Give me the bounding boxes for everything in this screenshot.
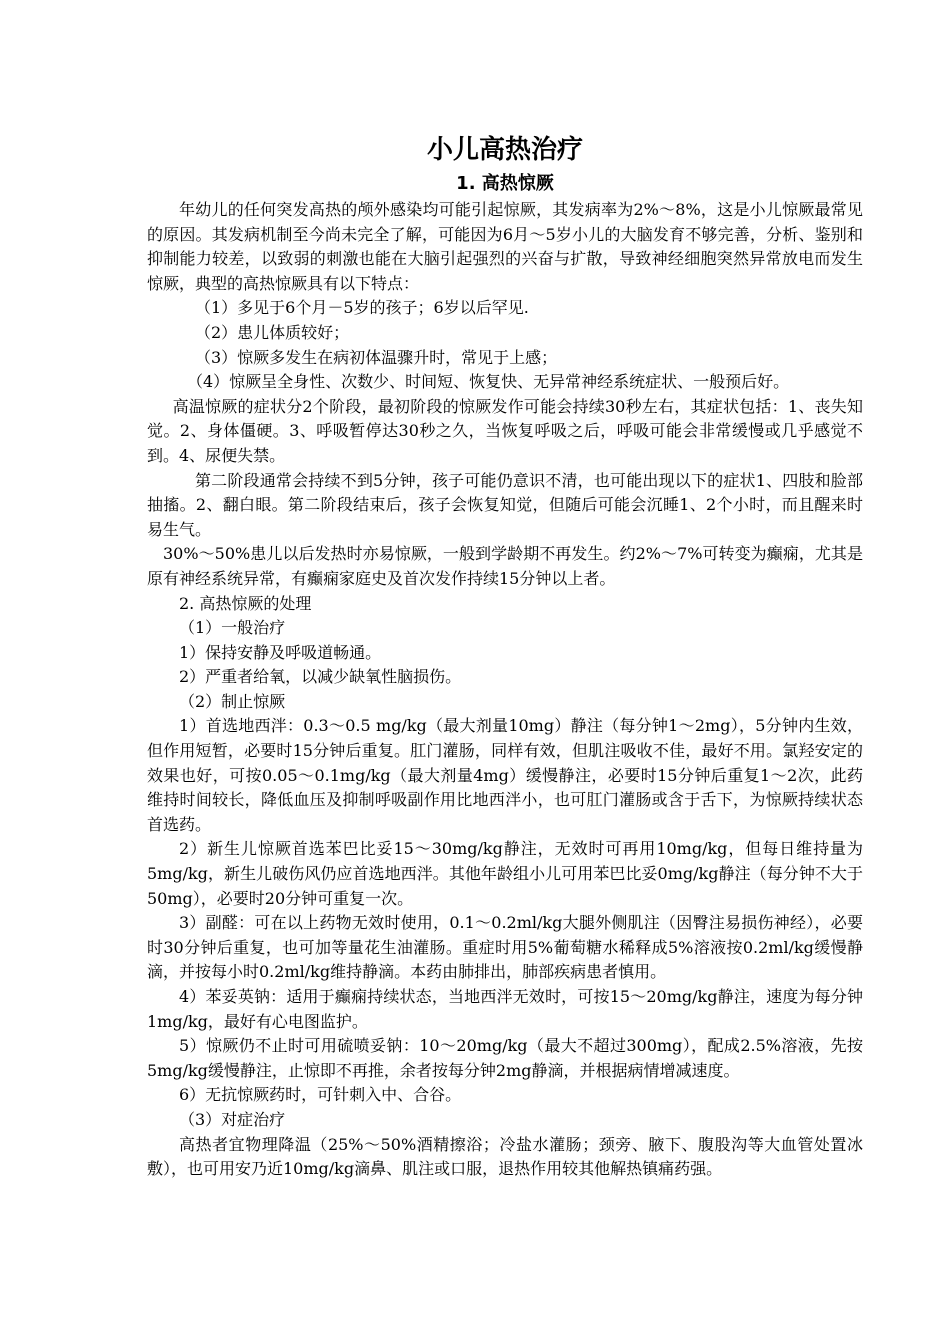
document-body	[147, 130, 863, 1182]
paragraph-intro: 年幼儿的任何突发高热的颅外感染均可能引起惊厥，其发病率为2%～8%，这是小儿惊厥最常见的原因。其发病机制至今尚未完全了解，可能因为6月～5岁小儿的大脑发育不够完善，分析、鉴别和抑制能力较差，以致弱的刺激也能在大脑引起强烈的兴奋与扩散，导致神经细胞突然异常放电而发生惊厥，典型的高热惊厥具有以下特点：	[147, 200, 863, 293]
paragraph-drug-phenobarbital: 2）新生儿惊厥首选苯巴比妥15～30mg/kg静注，无效时可再用10mg/kg，但每日维持量为5mg/kg，新生儿破伤风仍应首选地西泮。其他年龄组小儿可用苯巴比妥0mg/kg静注（每分钟不大于50mg），必要时20分钟可重复一次。	[147, 839, 863, 908]
subheading-stop-convulsion: （2）制止惊厥	[179, 691, 286, 711]
paragraph-feature-2: （2）患儿体质较好；	[195, 322, 350, 342]
paragraph-acupuncture: 6）无抗惊厥药时，可针刺入中、合谷。	[179, 1085, 462, 1105]
paragraph-general-1: 1）保持安静及呼吸道畅通。	[179, 642, 382, 662]
paragraph-symptoms-stage-2: 第二阶段通常会持续不到5分钟，孩子可能仍意识不清，也可能出现以下的症状1、四肢和脸部抽搐。2、翻白眼。第二阶段结束后，孩子会恢复知觉，但随后可能会沉睡1、2个小时，而且醒来时易生气。	[147, 470, 863, 539]
paragraph-general-2: 2）严重者给氧，以减少缺氧性脑损伤。	[179, 667, 462, 687]
paragraph-recurrence: 30%～50%患儿以后发热时亦易惊厥，一般到学龄期不再发生。约2%～7%可转变为癫痫，尤其是原有神经系统异常，有癫痫家庭史及首次发作持续15分钟以上者。	[147, 544, 863, 588]
paragraph-drug-paraldehyde: 3）副醛：可在以上药物无效时使用，0.1～0.2ml/kg大腿外侧肌注（因臀注易损伤神经），必要时30分钟后重复，也可加等量花生油灌肠。重症时用5%葡萄糖水稀释成5%溶液按0.2ml/kg缓慢静滴，并按每小时0.2ml/kg维持静滴。本药由肺排出，肺部疾病患者慎用。	[147, 913, 863, 982]
document-title: 小儿高热治疗	[426, 135, 583, 165]
paragraph-symptoms-stage-1: 高温惊厥的症状分2个阶段，最初阶段的惊厥发作可能会持续30秒左右，其症状包括：1、丧失知觉。2、身体僵硬。3、呼吸暂停达30秒之久，当恢复呼吸之后，呼吸可能会非常缓慢或几乎感觉不到。4、尿便失禁。	[147, 396, 863, 465]
section-heading-febrile-convulsion: 1. 高热惊厥	[456, 173, 554, 194]
subheading-general-treatment: （1）一般治疗	[179, 618, 286, 638]
paragraph-fever-cooling: 高热者宜物理降温（25%～50%酒精擦浴；冷盐水灌肠；颈旁、腋下、腹股沟等大血管处置冰敷），也可用安乃近10mg/kg滴鼻、肌注或口服，退热作用较其他解热镇痛药强。	[147, 1134, 863, 1179]
paragraph-drug-diazepam: 1）首选地西泮：0.3～0.5 mg/kg（最大剂量10mg）静注（每分钟1～2mg），5分钟内生效，但作用短暂，必要时15分钟后重复。肛门灌肠，同样有效，但肌注吸收不佳，最好不用。氯羟安定的效果也好，可按0.05～0.1mg/kg（最大剂量4mg）缓慢静注，必要时15分钟后重复1～2次，此药维持时间较长，降低血压及抑制呼吸副作用比地西泮小，也可肛门灌肠或含于舌下，为惊厥持续状态首选药。	[147, 716, 863, 834]
paragraph-drug-thiopental: 5）惊厥仍不止时可用硫喷妥钠：10～20mg/kg（最大不超过300mg），配成2.5%溶液，先按5mg/kg缓慢静注，止惊即不再推，余者按每分钟2mg静滴，并根据病情增减速度。	[147, 1036, 863, 1080]
subheading-symptomatic-treatment: （3）对症治疗	[179, 1109, 286, 1129]
paragraph-feature-4: （4）惊厥呈全身性、次数少、时间短、恢复快、无异常神经系统症状、一般预后好。	[187, 372, 790, 392]
paragraph-drug-phenytoin: 4）苯妥英钠：适用于癫痫持续状态，当地西泮无效时，可按15～20mg/kg静注，速度为每分钟1mg/kg，最好有心电图监护。	[147, 987, 863, 1031]
paragraph-feature-1: （1）多见于6个月－5岁的孩子；6岁以后罕见.	[195, 298, 529, 318]
section-heading-treatment: 2. 高热惊厥的处理	[179, 593, 312, 613]
paragraph-feature-3: （3）惊厥多发生在病初体温骤升时，常见于上感；	[195, 347, 558, 367]
